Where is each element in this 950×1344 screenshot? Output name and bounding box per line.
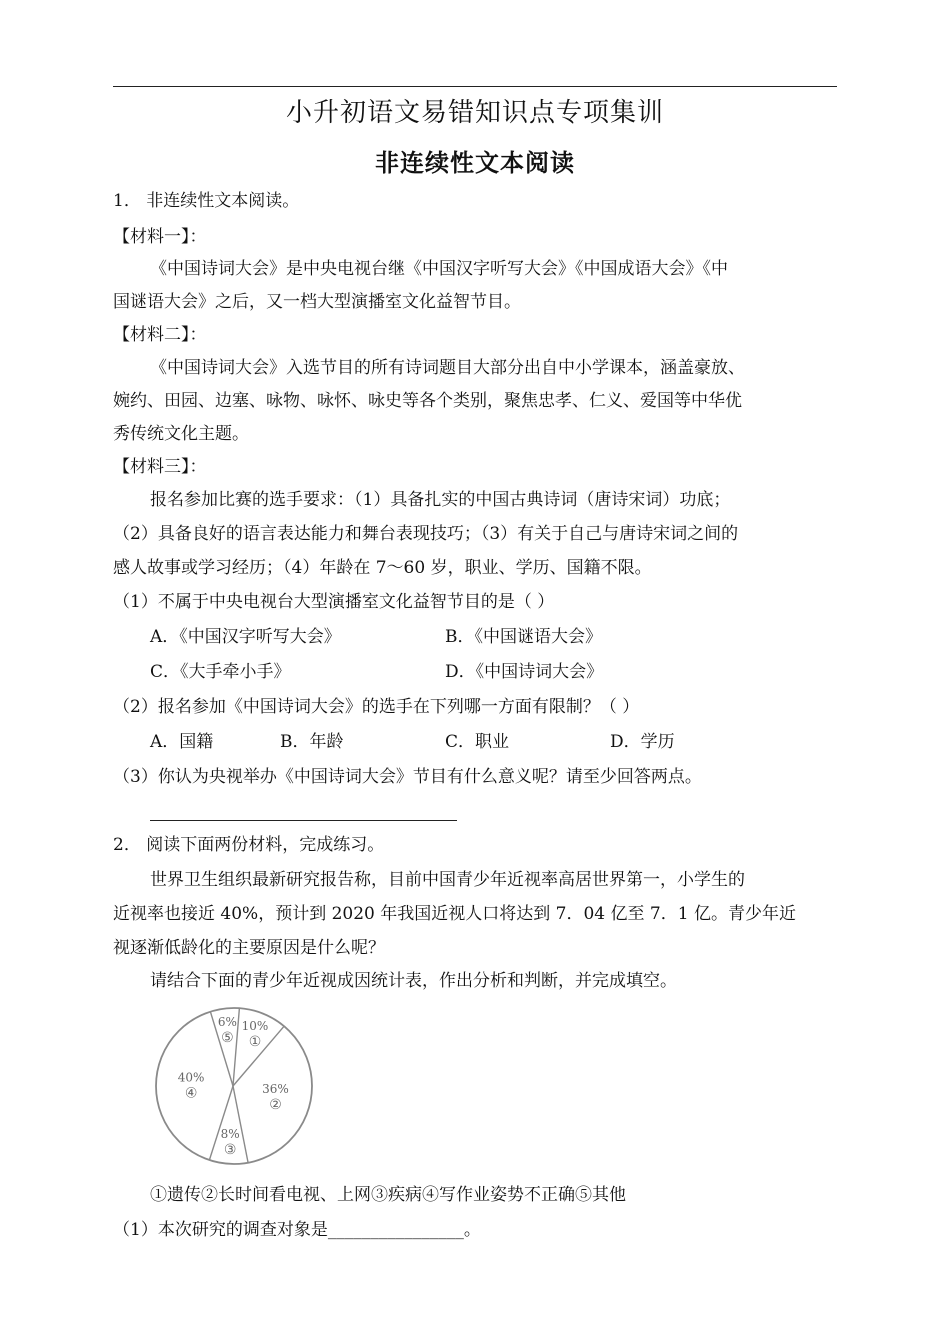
q1-heading: 1． 非连续性文本阅读。 (113, 191, 300, 211)
material-2-text: 秀传统文化主题。 (113, 424, 249, 444)
answer-line[interactable] (150, 820, 457, 821)
pie-slice-marker: ⑤ (221, 1030, 234, 1047)
material-3-text: 报名参加比赛的选手要求：（1）具备扎实的中国古典诗词（唐诗宋词）功底； (150, 490, 731, 510)
pie-slice-marker: ③ (223, 1142, 237, 1158)
q2-paragraph: 视逐渐低龄化的主要原因是什么呢？ (113, 938, 385, 958)
pie-slice-marker: ② (269, 1097, 282, 1113)
q1-sub1: （1）不属于中央电视台大型演播室文化益智节目的是（ ） (113, 592, 555, 612)
material-1-text: 国谜语大会》之后，又一档大型演播室文化益智节目。 (113, 292, 521, 312)
q2-paragraph: 世界卫生组织最新研究报告称，目前中国青少年近视率高居世界第一，小学生的 (150, 870, 745, 890)
option-d[interactable]: D．学历 (610, 732, 675, 752)
material-2-text: 婉约、田园、边塞、咏物、咏怀、咏史等各个类别，聚焦忠孝、仁义、爱国等中华优 (113, 391, 742, 411)
pie-slice-marker: ④ (184, 1085, 198, 1102)
material-1-label: 【材料一】： (113, 227, 207, 247)
doc-subtitle: 非连续性文本阅读 (375, 149, 575, 177)
option-c[interactable]: C．职业 (445, 732, 510, 752)
chart-legend: ①遗传②长时间看电视、上网③疾病④写作业姿势不正确⑤其他 (150, 1185, 626, 1205)
q1-sub2: （2）报名参加《中国诗词大会》的选手在下列哪一方面有限制？（ ） (113, 697, 640, 717)
material-2-text: 《中国诗词大会》入选节目的所有诗词题目大部分出自中小学课本，涵盖豪放、 (150, 358, 745, 378)
option-a[interactable]: A．国籍 (150, 732, 214, 752)
option-c[interactable]: C．《大手牵小手》 (150, 662, 291, 682)
q2-sub1: （1）本次研究的调查对象是________________。 (113, 1220, 481, 1240)
material-3-text: （2）具备良好的语言表达能力和舞台表现技巧；（3）有关于自己与唐诗宋词之间的 (113, 524, 739, 544)
pie-slice-label: 8% (220, 1127, 240, 1141)
pie-slice-label: 40% (177, 1070, 205, 1085)
q2-heading: 2． 阅读下面两份材料，完成练习。 (113, 835, 385, 855)
material-2-label: 【材料二】： (113, 325, 207, 345)
material-3-label: 【材料三】： (113, 457, 207, 477)
pie-slice-label: 36% (262, 1082, 289, 1096)
header-rule (113, 86, 837, 87)
material-1-text: 《中国诗词大会》是中央电视台继《中国汉字听写大会》《中国成语大会》《中 (150, 259, 728, 279)
option-d[interactable]: D．《中国诗词大会》 (445, 662, 604, 682)
pie-slice-marker: ① (248, 1033, 262, 1050)
q1-sub3: （3）你认为央视举办《中国诗词大会》节目有什么意义呢？请至少回答两点。 (113, 767, 702, 787)
q2-paragraph: 近视率也接近 40%，预计到 2020 年我国近视人口将达到 7．04 亿至 7．1 亿。青少年近 (113, 904, 796, 924)
pie-slice-label: 10% (241, 1018, 269, 1033)
doc-title: 小升初语文易错知识点专项集训 (285, 98, 664, 128)
pie-slice-label: 6% (217, 1015, 237, 1030)
option-b[interactable]: B．年龄 (280, 732, 344, 752)
q2-instruction: 请结合下面的青少年近视成因统计表，作出分析和判断，并完成填空。 (150, 971, 677, 991)
option-b[interactable]: B．《中国谜语大会》 (445, 627, 602, 647)
material-3-text: 感人故事或学习经历；（4）年龄在 7～60 岁，职业、学历、国籍不限。 (113, 558, 652, 578)
option-a[interactable]: A．《中国汉字听写大会》 (150, 627, 341, 647)
pie-chart (150, 1004, 320, 1169)
pie-chart-svg (150, 1004, 320, 1169)
